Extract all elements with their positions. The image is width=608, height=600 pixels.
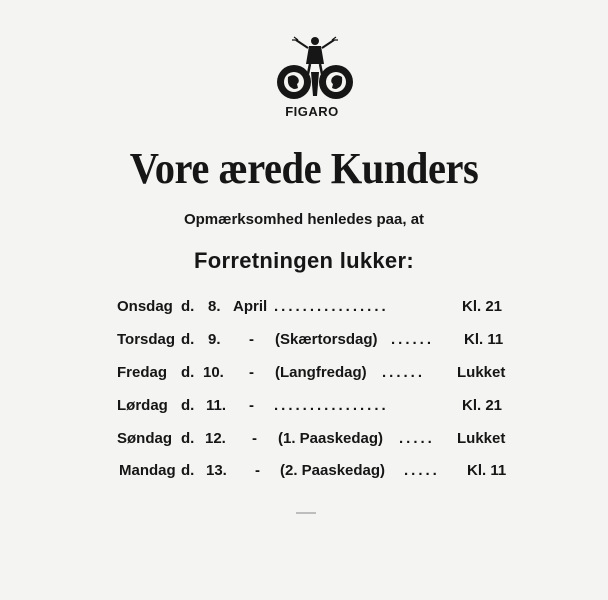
schedule-ditto: - [249, 331, 254, 348]
schedule-ditto: - [249, 364, 254, 381]
notice-headline: Vore ærede Kunders [129, 144, 479, 193]
schedule-time: Kl. 21 [462, 397, 503, 414]
schedule-leader: ..... [399, 430, 435, 447]
schedule-row [0, 298, 608, 322]
schedule-row [0, 331, 608, 355]
schedule-ditto: - [252, 430, 257, 447]
schedule-prefix: d. [181, 397, 195, 414]
schedule-day: Onsdag [117, 298, 173, 315]
schedule-ditto: - [249, 397, 254, 414]
schedule-time: Kl. 11 [467, 462, 507, 479]
schedule-row [0, 364, 608, 388]
schedule-day: Lørdag [117, 397, 168, 414]
schedule-date: 8. [208, 298, 221, 315]
schedule-prefix: d. [181, 298, 195, 315]
schedule-date: 11. [206, 397, 227, 414]
schedule-leader: ..... [404, 462, 440, 479]
schedule-leader: ................ [274, 397, 389, 414]
schedule-leader: ...... [382, 364, 426, 381]
schedule-leader: ................ [274, 298, 389, 315]
schedule-date: 12. [205, 430, 226, 447]
notice-subline: Opmærksomhed henledes paa, at [183, 211, 425, 228]
schedule-row [0, 462, 608, 486]
schedule-time: Kl. 21 [462, 298, 503, 315]
schedule-note: (Skærtorsdag) [275, 331, 378, 348]
schedule-prefix: d. [181, 364, 195, 381]
schedule-day: Fredag [117, 364, 168, 381]
schedule-time: Lukket [457, 364, 506, 381]
schedule-ditto: - [255, 462, 260, 479]
schedule-month: April [233, 298, 268, 315]
schedule-day: Mandag [119, 462, 176, 479]
schedule-row [0, 397, 608, 421]
schedule-date: 13. [206, 462, 227, 479]
schedule-date: 10. [203, 364, 224, 381]
schedule-day: Søndag [117, 430, 172, 447]
schedule-row [0, 430, 608, 454]
schedule-note: (1. Paaskedag) [278, 430, 384, 447]
schedule-prefix: d. [181, 430, 195, 447]
schedule-day: Torsdag [117, 331, 176, 348]
schedule-time: Kl. 11 [464, 331, 504, 348]
schedule-note: (2. Paaskedag) [280, 462, 386, 479]
schedule-leader: ...... [391, 331, 435, 348]
closing-heading: Forretningen lukker: [194, 248, 414, 273]
schedule-note: (Langfredag) [275, 364, 367, 381]
schedule-prefix: d. [181, 331, 195, 348]
brand-wordmark: FIGARO [285, 104, 339, 119]
schedule-date: 9. [208, 331, 221, 348]
schedule-time: Lukket [457, 430, 506, 447]
schedule-prefix: d. [181, 462, 195, 479]
footer-mark [296, 512, 316, 514]
